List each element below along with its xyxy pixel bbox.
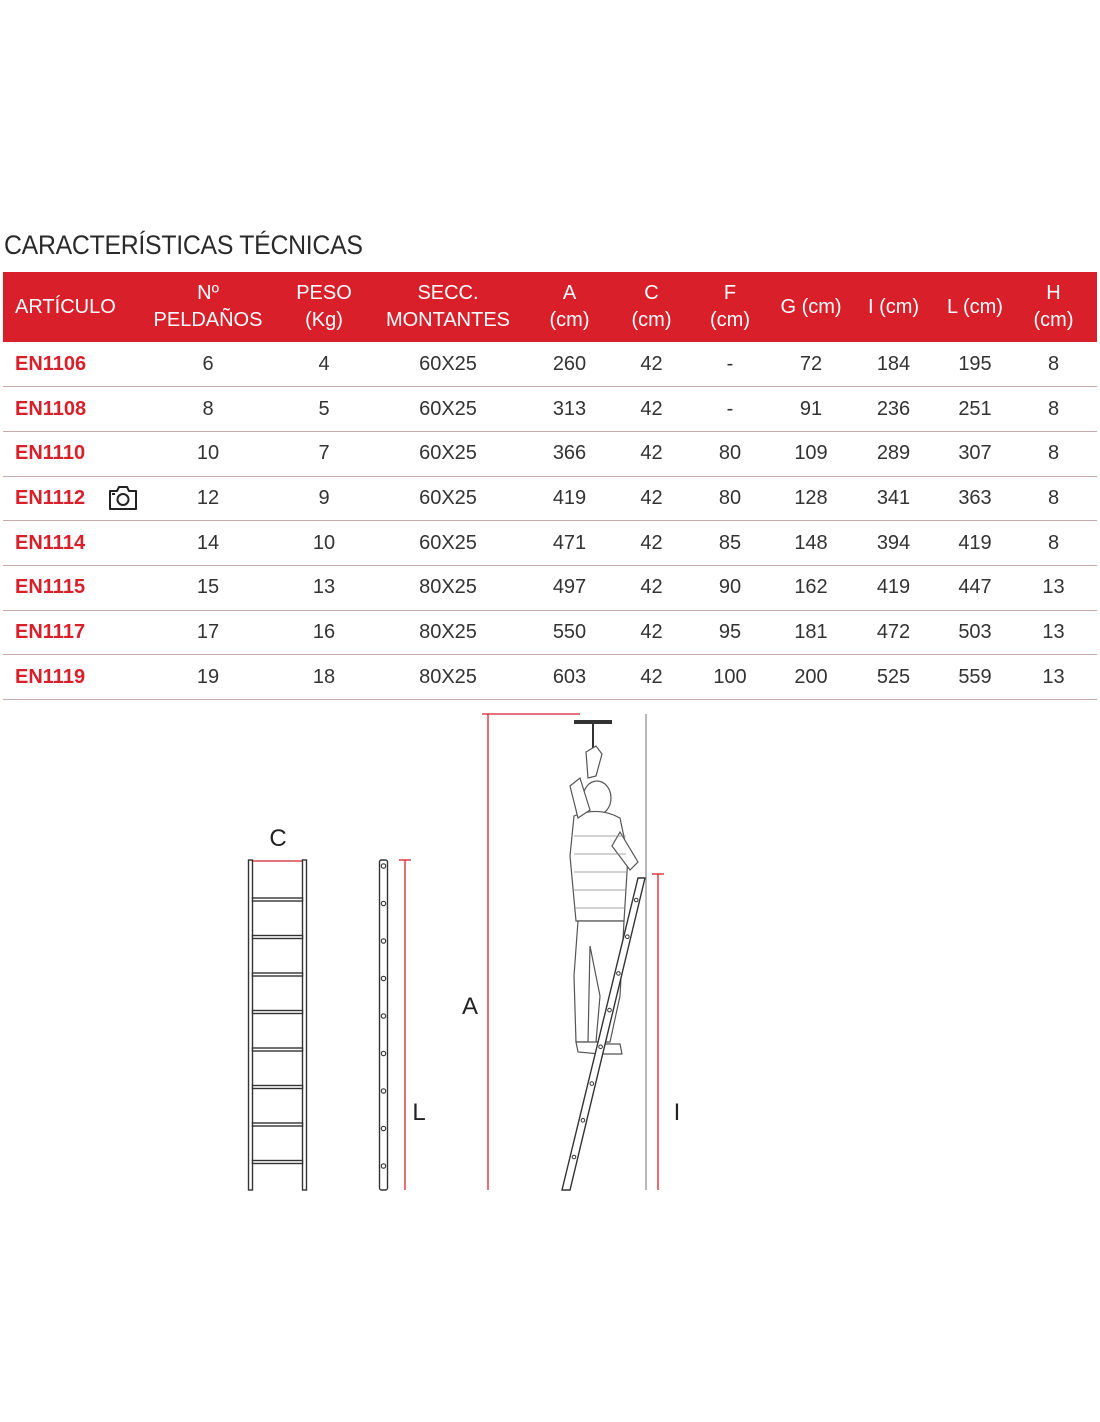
- table-cell: 8: [1010, 521, 1097, 566]
- article-code: EN1112: [15, 486, 86, 509]
- rung-hole: [581, 1119, 585, 1123]
- table-cell: 6: [143, 342, 273, 387]
- table-cell: 363: [940, 476, 1010, 521]
- ladder-rung: [253, 898, 303, 901]
- table-row: [3, 431, 1097, 476]
- column-header: [521, 272, 618, 342]
- table-cell: 419: [521, 476, 618, 521]
- rung-hole: [381, 1089, 385, 1093]
- ladder-rung: [253, 973, 303, 976]
- table-cell: 14: [143, 521, 273, 566]
- table-body: [3, 342, 1097, 700]
- table-cell: 42: [618, 476, 685, 521]
- table-cell: 497: [521, 565, 618, 610]
- ladder-rung: [253, 936, 303, 939]
- table-cell: 100: [685, 655, 775, 700]
- table-cell: 80X25: [375, 565, 521, 610]
- table-cell: 60X25: [375, 521, 521, 566]
- column-header-line: SECC.: [417, 282, 479, 304]
- table-cell: 42: [618, 655, 685, 700]
- article-code-cell: [3, 521, 143, 566]
- table-cell: 72: [775, 342, 847, 387]
- rung-hole: [572, 1155, 576, 1159]
- rung-hole: [381, 939, 385, 943]
- ladder-front-icon: [248, 825, 307, 1190]
- column-header: [775, 272, 847, 342]
- table-cell: 128: [775, 476, 847, 521]
- table-cell: 8: [1010, 342, 1097, 387]
- column-header-line: (cm): [549, 309, 590, 331]
- table-cell: 80: [685, 431, 775, 476]
- column-header-line: PESO: [296, 282, 352, 304]
- table-cell: -: [685, 387, 775, 432]
- column-header-line: PELDAÑOS: [153, 309, 263, 331]
- table-cell: 42: [618, 387, 685, 432]
- article-code: EN1117: [15, 620, 86, 643]
- column-header-line: (Kg): [305, 309, 343, 331]
- article-code: EN1119: [15, 665, 86, 688]
- article-code: EN1108: [15, 397, 87, 420]
- column-header: [940, 272, 1010, 342]
- table-cell: 13: [1010, 610, 1097, 655]
- table-cell: 15: [143, 565, 273, 610]
- table-cell: 236: [847, 387, 940, 432]
- column-header-line: A: [562, 282, 577, 304]
- table-cell: 559: [940, 655, 1010, 700]
- article-code: EN1106: [15, 352, 87, 375]
- table-cell: 181: [775, 610, 847, 655]
- table-cell: 95: [685, 610, 775, 655]
- column-header-line: (cm): [710, 309, 750, 331]
- dimension-label-l: L: [412, 1099, 426, 1126]
- article-code: EN1114: [15, 531, 86, 554]
- article-code-cell: [3, 431, 143, 476]
- table-cell: 42: [618, 431, 685, 476]
- rung-hole: [381, 976, 385, 980]
- table-cell: 471: [521, 521, 618, 566]
- table-cell: 366: [521, 431, 618, 476]
- rung-hole: [381, 864, 385, 868]
- article-code: EN1110: [15, 442, 86, 465]
- column-header-line: G (cm): [780, 295, 842, 318]
- table-cell: 80: [685, 476, 775, 521]
- dimension-label-i: I: [673, 1099, 681, 1126]
- rung-hole: [608, 1008, 612, 1012]
- table-cell: 42: [618, 610, 685, 655]
- table-row: [3, 655, 1097, 700]
- article-code-cell: [3, 565, 143, 610]
- table-cell: 9: [273, 476, 375, 521]
- column-header-line: L (cm): [947, 295, 1003, 318]
- ladder-diagram: [0, 706, 1100, 1196]
- dimension-label-a: A: [461, 993, 479, 1020]
- ladder-rung: [253, 1086, 303, 1089]
- column-header: [847, 272, 940, 342]
- table-cell: 307: [940, 431, 1010, 476]
- ladder-rung: [253, 1161, 303, 1164]
- ladder-side-icon: [380, 860, 426, 1190]
- table-cell: 10: [273, 521, 375, 566]
- table-cell: 91: [775, 387, 847, 432]
- table-row: [3, 565, 1097, 610]
- table-cell: 85: [685, 521, 775, 566]
- ladder-rung: [253, 1048, 303, 1051]
- article-code-cell: [3, 610, 143, 655]
- table-row: [3, 521, 1097, 566]
- table-cell: 42: [618, 521, 685, 566]
- column-header: [1010, 272, 1097, 342]
- table-cell: 260: [521, 342, 618, 387]
- table-cell: 8: [1010, 431, 1097, 476]
- column-header-line: F: [723, 282, 737, 304]
- article-code-cell: [3, 387, 143, 432]
- column-header: [618, 272, 685, 342]
- column-header-line: H: [1046, 282, 1061, 304]
- column-header-line: ARTÍCULO: [15, 295, 116, 318]
- table-cell: 289: [847, 431, 940, 476]
- table-cell: 60X25: [375, 387, 521, 432]
- table-cell: 60X25: [375, 342, 521, 387]
- table-cell: 17: [143, 610, 273, 655]
- article-code-cell: [3, 342, 143, 387]
- rung-hole: [381, 1126, 385, 1130]
- column-header: [3, 272, 143, 342]
- rung-hole: [590, 1082, 594, 1086]
- table-cell: 42: [618, 342, 685, 387]
- table-cell: 447: [940, 565, 1010, 610]
- column-header: [273, 272, 375, 342]
- article-code-cell: [3, 655, 143, 700]
- table-cell: 525: [847, 655, 940, 700]
- table-cell: 80X25: [375, 610, 521, 655]
- column-header-line: C: [644, 282, 659, 304]
- article-code-cell: [3, 476, 143, 521]
- ladder-rung: [253, 1011, 303, 1014]
- table-cell: 603: [521, 655, 618, 700]
- table-cell: 19: [143, 655, 273, 700]
- table-cell: 195: [940, 342, 1010, 387]
- column-header: [143, 272, 273, 342]
- rung-hole: [381, 901, 385, 905]
- table-cell: -: [685, 342, 775, 387]
- table-cell: 13: [273, 565, 375, 610]
- column-header-line: Nº: [197, 282, 219, 304]
- specs-table: [3, 272, 1097, 700]
- table-cell: 550: [521, 610, 618, 655]
- table-cell: 162: [775, 565, 847, 610]
- column-header-line: MONTANTES: [385, 309, 511, 331]
- table-cell: 184: [847, 342, 940, 387]
- column-header-line: I (cm): [867, 295, 920, 318]
- table-cell: 5: [273, 387, 375, 432]
- dimension-label-c: C: [269, 825, 287, 852]
- column-header-line: (cm): [631, 309, 672, 331]
- table-cell: 394: [847, 521, 940, 566]
- table-cell: 8: [1010, 387, 1097, 432]
- table-cell: 18: [273, 655, 375, 700]
- table-cell: 16: [273, 610, 375, 655]
- article-code: EN1115: [15, 576, 86, 599]
- section-title: CARACTERÍSTICAS TÉCNICAS: [4, 230, 363, 260]
- person-on-ladder-icon: [462, 714, 680, 1190]
- column-header-line: (cm): [1033, 309, 1074, 331]
- table-cell: 7: [273, 431, 375, 476]
- column-header: [375, 272, 521, 342]
- table-cell: 503: [940, 610, 1010, 655]
- rung-hole: [381, 1164, 385, 1168]
- table-row: [3, 610, 1097, 655]
- table-cell: 472: [847, 610, 940, 655]
- table-cell: 60X25: [375, 431, 521, 476]
- rung-hole: [381, 1051, 385, 1055]
- table-cell: 200: [775, 655, 847, 700]
- rung-hole: [599, 1045, 603, 1049]
- table-cell: 12: [143, 476, 273, 521]
- table-cell: 109: [775, 431, 847, 476]
- table-row: [3, 476, 1097, 521]
- table-cell: 13: [1010, 565, 1097, 610]
- table-cell: 341: [847, 476, 940, 521]
- table-cell: 80X25: [375, 655, 521, 700]
- table-cell: 419: [847, 565, 940, 610]
- rung-hole: [626, 935, 630, 939]
- rung-hole: [634, 898, 638, 902]
- table-cell: 8: [143, 387, 273, 432]
- camera-icon[interactable]: [107, 485, 139, 511]
- table-cell: 313: [521, 387, 618, 432]
- table-header-row: [3, 272, 1097, 342]
- table-cell: 42: [618, 565, 685, 610]
- table-cell: 13: [1010, 655, 1097, 700]
- table-row: [3, 342, 1097, 387]
- table-cell: 10: [143, 431, 273, 476]
- table-cell: 419: [940, 521, 1010, 566]
- table-cell: 90: [685, 565, 775, 610]
- column-header: [685, 272, 775, 342]
- ladder-rung: [253, 1123, 303, 1126]
- table-cell: 148: [775, 521, 847, 566]
- table-cell: 60X25: [375, 476, 521, 521]
- table-cell: 4: [273, 342, 375, 387]
- table-cell: 251: [940, 387, 1010, 432]
- table-row: [3, 387, 1097, 432]
- rung-hole: [617, 972, 621, 976]
- table-cell: 8: [1010, 476, 1097, 521]
- rung-hole: [381, 1014, 385, 1018]
